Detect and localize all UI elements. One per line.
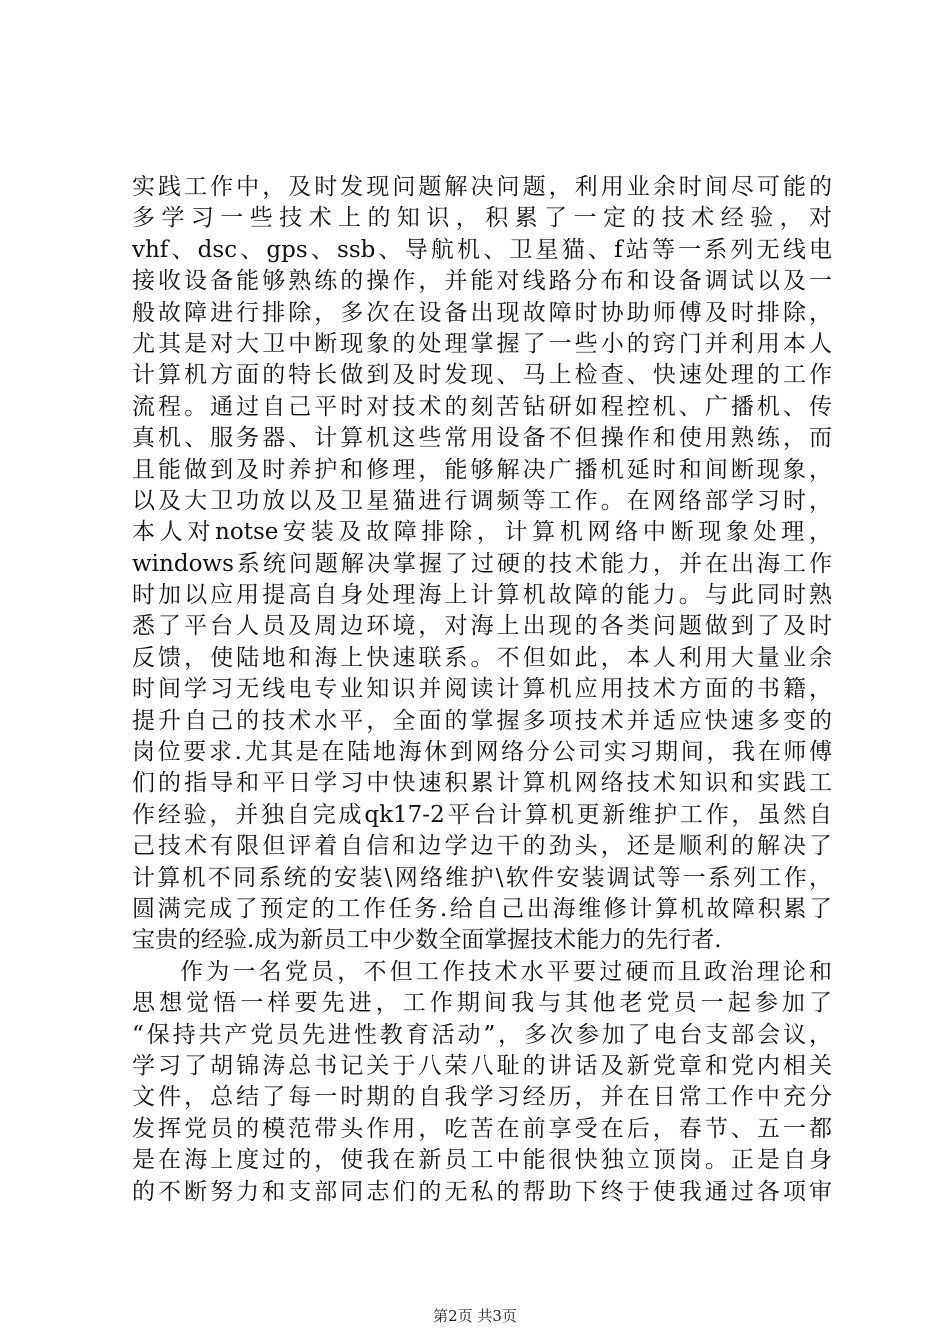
- text-line: 圆满完成了预定的工作任务.给自己出海维修计算机故障积累了: [132, 895, 832, 922]
- text-line: 文件，总结了每一时期的自我学习经历，并在日常工作中充分: [132, 1084, 832, 1111]
- text-line: 以及大卫功放以及卫星猫进行调频等工作。在网络部学习时，: [132, 487, 832, 514]
- text-line: 流程。通过自己平时对技术的刻苦钻研如程控机、广播机、传: [132, 393, 832, 420]
- text-line: 时加以应用提高自身处理海上计算机故障的能力。与此同时熟: [132, 582, 832, 609]
- text-line: vhf、dsc、gps、ssb、导航机、卫星猫、f站等一系列无线电: [132, 236, 832, 263]
- text-line: 且能做到及时养护和修理，能够解决广播机延时和间断现象，: [132, 456, 832, 483]
- page-footer: 第2页 共3页: [433, 1307, 517, 1325]
- text-line: 学习了胡锦涛总书记关于八荣八耻的讲话及新党章和党内相关: [132, 1052, 832, 1079]
- text-line: 计算机方面的特长做到及时发现、马上检查、快速处理的工作: [132, 362, 832, 389]
- text-line: 宝贵的经验.成为新员工中少数全面掌握技术能力的先行者.: [132, 927, 722, 954]
- text-line: 作经验，并独自完成qk17-2平台计算机更新维护工作，虽然自: [132, 801, 832, 828]
- body-text: [132, 172, 832, 1208]
- text-line: 提升自己的技术水平，全面的掌握多项技术并适应快速多变的: [132, 707, 832, 734]
- text-line: 计算机不同系统的安装\网络维护\软件安装调试等一系列工作，: [132, 864, 832, 891]
- text-line: 是在海上度过的，使我在新员工中能很快独立顶岗。正是自身: [132, 1147, 832, 1174]
- text-line: 时间学习无线电专业知识并阅读计算机应用技术方面的书籍，: [132, 676, 832, 703]
- text-line: 己技术有限但评着自信和边学边干的劲头，还是顺利的解决了: [132, 833, 832, 860]
- text-line: 思想觉悟一样要先进，工作期间我与其他老党员一起参加了: [132, 990, 832, 1017]
- text-line: 接收设备能够熟练的操作，并能对线路分布和设备调试以及一: [132, 268, 832, 295]
- text-line: 悉了平台人员及周边环境，对海上出现的各类问题做到了及时: [132, 613, 832, 640]
- text-line: windows系统问题解决掌握了过硬的技术能力，并在出海工作: [132, 550, 832, 577]
- text-line: 真机、服务器、计算机这些常用设备不但操作和使用熟练，而: [132, 425, 832, 452]
- text-line: 尤其是对大卫中断现象的处理掌握了一些小的窍门并利用本人: [132, 330, 832, 357]
- text-line: 本人对notse安装及故障排除，计算机网络中断现象处理，: [132, 519, 832, 546]
- text-line: 多学习一些技术上的知识，积累了一定的技术经验，对: [132, 205, 832, 232]
- text-line: 实践工作中，及时发现问题解决问题，利用业余时间尽可能的: [132, 174, 832, 200]
- text-line: 们的指导和平日学习中快速积累计算机网络技术知识和实践工: [132, 770, 832, 797]
- text-line: 的不断努力和支部同志们的无私的帮助下终于使我通过各项审: [132, 1178, 832, 1205]
- text-line: 反馈，使陆地和海上快速联系。不但如此，本人利用大量业余: [132, 644, 832, 671]
- text-line: “保持共产党员先进性教育活动”，多次参加了电台支部会议，: [132, 1021, 832, 1048]
- text-line: 岗位要求.尤其是在陆地海休到网络分公司实习期间，我在师傅: [132, 739, 832, 766]
- text-line: 发挥党员的模范带头作用，吃苦在前享受在后，春节、五一都: [132, 1115, 832, 1142]
- paragraph-first-line: 作为一名党员，不但工作技术水平要过硬而且政治理论和: [180, 958, 832, 985]
- text-line: 般故障进行排除，多次在设备出现故障时协助师傅及时排除，: [132, 299, 832, 326]
